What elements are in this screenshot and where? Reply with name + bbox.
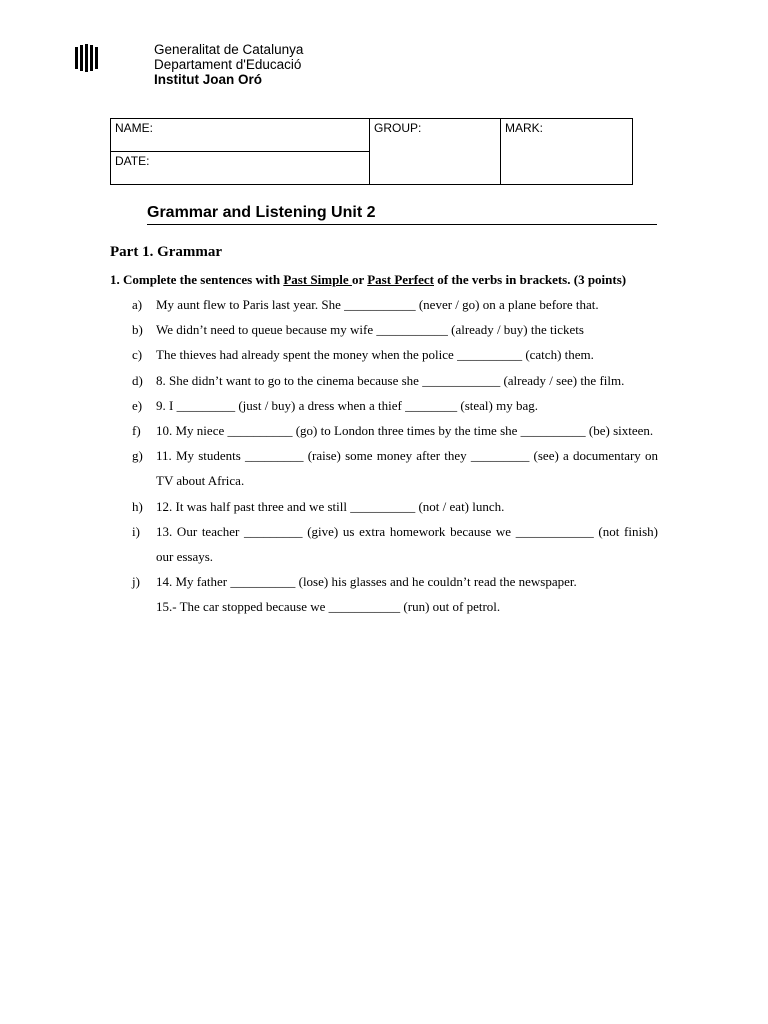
instruction-mid: or xyxy=(351,272,368,287)
item-text: 12. It was half past three and we still __________ (not / eat) lunch. xyxy=(156,498,505,514)
item-letter: j) xyxy=(132,574,140,590)
item-text: The thieves had already spent the money when the police __________ (catch) them. xyxy=(156,347,594,363)
list-item xyxy=(110,418,658,443)
catalonia-flag-bars-icon xyxy=(74,44,98,72)
student-info-table xyxy=(110,118,633,185)
group-label: GROUP: xyxy=(374,121,422,135)
item-letter: b) xyxy=(132,322,143,338)
part1-heading: Part 1. Grammar xyxy=(110,244,223,260)
item-text: 10. My niece __________ (go) to London three times by the time she __________ (be) sixteen. xyxy=(156,423,654,439)
extra-sentence: 15.- The car stopped because we ___________ (run) out of petrol. xyxy=(156,599,501,615)
list-item xyxy=(110,292,658,317)
item-text: 11. My students _________ (raise) some money after they _________ (see) a documentary on TV about Africa. xyxy=(156,448,658,489)
list-item xyxy=(110,519,658,569)
list-item xyxy=(110,569,658,594)
part1-section xyxy=(110,242,658,620)
item-text: 14. My father __________ (lose) his glasses and he couldn’t read the newspaper. xyxy=(156,574,577,590)
date-cell[interactable] xyxy=(111,152,370,185)
list-item xyxy=(110,393,658,418)
list-item xyxy=(110,317,658,342)
list-item xyxy=(110,342,658,367)
header-line-institut: Institut Joan Oró xyxy=(154,72,262,87)
instruction-post: of the verbs in brackets. (3 points) xyxy=(434,272,627,287)
exercise-instruction xyxy=(110,267,658,292)
exercise-list xyxy=(110,292,658,594)
name-cell[interactable] xyxy=(111,119,370,152)
mark-label: MARK: xyxy=(505,121,544,135)
item-letter: h) xyxy=(132,498,143,514)
header-line-generalitat: Generalitat de Catalunya xyxy=(154,42,304,57)
item-letter: f) xyxy=(132,423,141,439)
item-letter: d) xyxy=(132,372,143,388)
item-text: 8. She didn’t want to go to the cinema because she ____________ (already / see) the film. xyxy=(156,372,625,388)
group-cell[interactable] xyxy=(370,119,501,185)
page-title: Grammar and Listening Unit 2 xyxy=(147,203,657,225)
mark-cell[interactable] xyxy=(501,119,633,185)
item-letter: a) xyxy=(132,297,143,312)
item-letter: g) xyxy=(132,448,143,464)
item-text: 9. I _________ (just / buy) a dress when a thief ________ (steal) my bag. xyxy=(156,397,538,413)
instruction-past-perfect: Past Perfect xyxy=(367,272,434,287)
item-letter: e) xyxy=(132,397,143,413)
list-item xyxy=(110,368,658,393)
date-label: DATE: xyxy=(115,154,150,168)
item-letter: i) xyxy=(132,523,140,539)
list-item xyxy=(110,494,658,519)
header-line-departament: Departament d'Educació xyxy=(154,57,302,72)
name-label: NAME: xyxy=(115,121,154,135)
item-text: My aunt flew to Paris last year. She ___________ (never / go) on a plane before that. xyxy=(156,297,599,312)
instruction-past-simple: Past Simple xyxy=(283,272,352,287)
item-text: 13. Our teacher _________ (give) us extra homework because we ____________ (not finish) our essays. xyxy=(156,523,658,565)
institution-header xyxy=(154,42,303,87)
item-letter: c) xyxy=(132,347,143,363)
list-item xyxy=(110,443,658,493)
item-text: We didn’t need to queue because my wife ___________ (already / buy) the tickets xyxy=(156,322,584,338)
instruction-pre: 1. Complete the sentences with xyxy=(110,272,284,287)
